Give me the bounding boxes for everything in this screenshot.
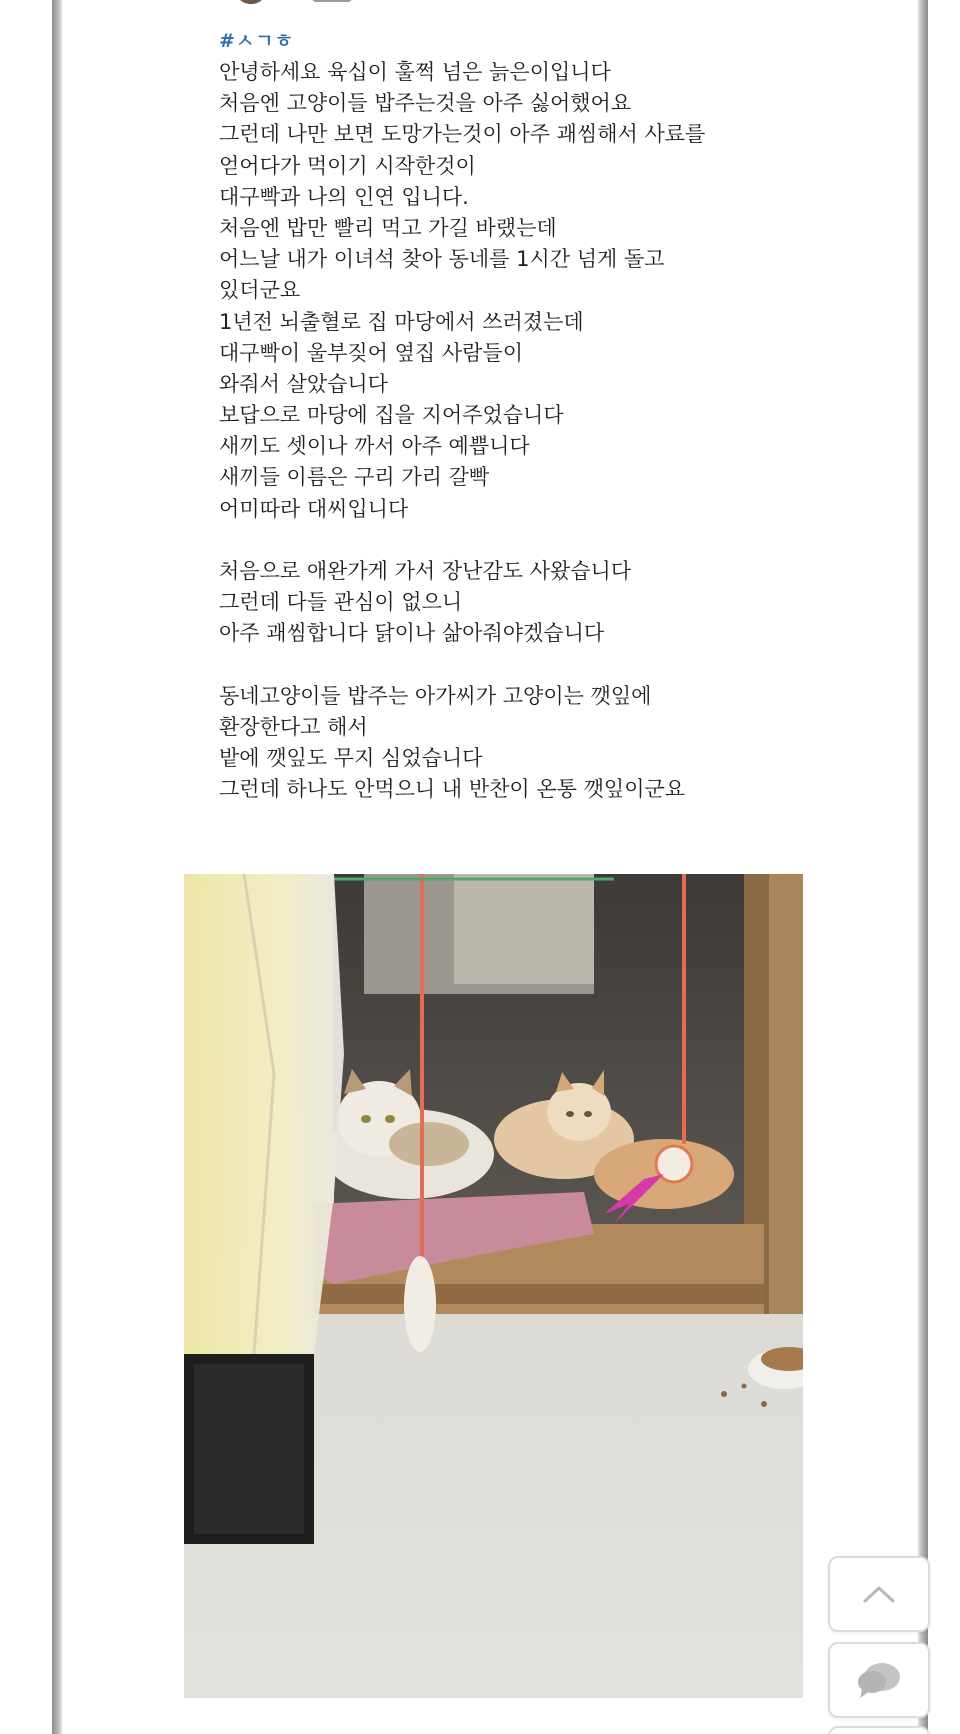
post-text-line: 안녕하세요 육십이 훌쩍 넘은 늙은이입니다 [219,60,611,84]
post-text-line: 새끼도 셋이나 까서 아주 예쁩니다 [219,434,530,459]
frame-border-right [918,0,928,1734]
post-text-line: 그런데 하나도 안먹으니 내 반찬이 온통 깻잎이군요 [219,777,686,802]
post-text-line: 있더군요 [219,278,301,303]
post-text-line: 처음으로 애완가게 가서 장난감도 사왔습니다 [219,559,632,583]
post-text-line: 어느날 내가 이녀석 찾아 동네를 1시간 넘게 돌고 [219,247,665,272]
post-text-line: 밭에 깻잎도 무지 심었습니다 [219,746,483,771]
post-text-line [219,525,899,556]
post-text-line: 새끼들 이름은 구리 가리 갈빡 [219,465,490,490]
post-hashtag[interactable]: #ㅅㄱㅎ [219,30,294,52]
cats-photo-illustration [184,874,803,1698]
post-text-line: 얻어다가 먹이기 시작한것이 [219,153,476,178]
post-text-line: 대구빡과 나의 인연 입니다. [219,184,469,209]
post-text-line: 와줘서 살았습니다 [219,371,388,396]
post-text-line: 1년전 뇌출혈로 집 마당에서 쓰러졌는데 [219,309,584,334]
chat-bubble-icon [856,1660,902,1700]
extra-floating-button[interactable] [828,1726,930,1734]
avatar[interactable] [238,0,264,4]
scroll-top-button[interactable] [828,1556,930,1632]
chevron-up-icon [862,1584,896,1604]
post-text-line: 그런데 다들 관심이 없으니 [219,590,463,615]
frame-border-left [52,0,62,1734]
post-text-line: 어미따라 대씨입니다 [219,496,409,521]
post-text-line: 보답으로 마당에 집을 지어주었습니다 [219,403,564,428]
post-text-line [219,650,899,681]
author-name-edge [312,0,352,2]
post-text-line: 대구빡이 울부짖어 옆집 사람들이 [219,340,524,365]
post-body [219,57,899,806]
chat-button[interactable] [828,1642,930,1718]
post-text-line: 처음엔 고양이들 밥주는것을 아주 싫어했어요 [219,91,632,116]
post-text-line: 동네고양이들 밥주는 아가씨가 고양이는 깻잎에 [219,683,652,708]
post-text-line: 아주 괘씸합니다 닭이나 삶아줘야겠습니다 [219,621,605,646]
post-photo[interactable] [184,874,803,1698]
post-text-line: 환장한다고 해서 [219,714,368,739]
post-text-line: 그런데 나만 보면 도망가는것이 아주 괘씸해서 사료를 [219,122,706,147]
post-text-line: 처음엔 밥만 빨리 먹고 가길 바랬는데 [219,215,557,240]
